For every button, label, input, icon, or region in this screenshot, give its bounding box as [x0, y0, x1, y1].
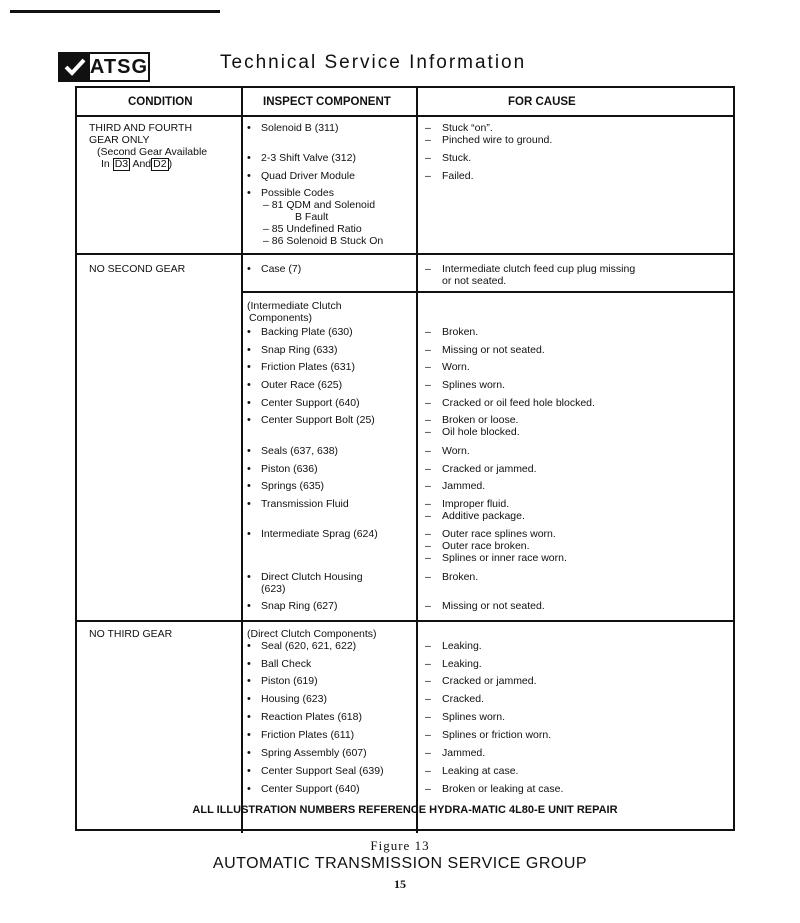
cause-item: – Improper fluid. — [442, 498, 509, 510]
cause-item: – Broken or leaking at case. — [442, 783, 563, 795]
component-item: • Intermediate Sprag (624) — [261, 528, 378, 540]
code-item: B Fault — [295, 211, 329, 223]
code-item: – 85 Undefined Ratio — [263, 223, 362, 235]
component-item: • Piston (636) — [261, 463, 318, 475]
condition-note: (Second Gear Available — [97, 146, 208, 158]
component-item: • Center Support (640) — [261, 397, 360, 409]
component-item: • Backing Plate (630) — [261, 326, 353, 338]
cause-item: – Splines or inner race worn. — [442, 552, 567, 564]
component-item: • Center Support Bolt (25) — [261, 414, 375, 426]
figure-caption: Figure 13 — [370, 838, 430, 853]
component-group-heading: Components) — [249, 312, 313, 324]
component-item: • Solenoid B (311) — [261, 122, 338, 134]
cause-item: – Stuck “on”. — [442, 122, 493, 134]
atsg-logo — [58, 52, 150, 82]
cause-item: – Broken or loose. — [442, 414, 518, 426]
component-item: • Friction Plates (631) — [261, 361, 355, 373]
component-item: • Direct Clutch Housing — [261, 571, 363, 583]
component-item: • Housing (623) — [261, 693, 327, 705]
cause-item: – Missing or not seated. — [442, 600, 545, 612]
cause-item: – Outer race broken. — [442, 540, 530, 552]
condition-note-text: In — [101, 158, 110, 170]
logo-text: ATSG — [89, 55, 148, 78]
page-number: 15 — [394, 877, 406, 891]
cause-item: – Cracked. — [442, 693, 484, 705]
component-item: • Seal (620, 621, 622) — [261, 640, 356, 652]
row-divider — [77, 253, 733, 255]
component-item-cont: (623) — [261, 583, 286, 595]
component-item: • Outer Race (625) — [261, 379, 342, 391]
component-item: • Snap Ring (627) — [261, 600, 337, 612]
component-item: • Case (7) — [261, 263, 301, 275]
cause-item: – Additive package. — [442, 510, 525, 522]
cause-item: – Worn. — [442, 361, 470, 373]
cause-item: – Jammed. — [442, 480, 485, 492]
cause-item: – Failed. — [442, 170, 474, 182]
page-title: Technical Service Information — [220, 52, 527, 73]
column-divider — [416, 88, 418, 833]
component-group-heading: (Direct Clutch Components) — [247, 628, 377, 640]
cause-item: – Cracked or jammed. — [442, 463, 537, 475]
cause-item: – Splines or friction worn. — [442, 729, 551, 741]
cause-item: – Cracked or oil feed hole blocked. — [442, 397, 595, 409]
row-divider — [77, 620, 733, 622]
component-item: • Possible Codes — [261, 187, 334, 199]
cause-item: – Splines worn. — [442, 379, 505, 391]
condition-label: GEAR ONLY — [89, 134, 150, 146]
condition-label: NO THIRD GEAR — [89, 628, 173, 640]
condition-label: THIRD AND FOURTH — [89, 122, 193, 134]
diagnosis-table — [75, 86, 735, 831]
component-group-heading: (Intermediate Clutch — [247, 300, 342, 312]
cause-item: – Worn. — [442, 445, 470, 457]
component-item: • 2-3 Shift Valve (312) — [261, 152, 356, 164]
condition-note-text: ) — [168, 158, 173, 170]
cause-item: – Pinched wire to ground. — [442, 134, 552, 146]
component-item: • Transmission Fluid — [261, 498, 349, 510]
cause-item: – Oil hole blocked. — [442, 426, 520, 438]
condition-label: NO SECOND GEAR — [89, 263, 186, 275]
component-item: • Piston (619) — [261, 675, 318, 687]
cause-item: – Leaking. — [442, 640, 482, 652]
column-header-condition: CONDITION — [128, 96, 193, 108]
component-item: • Seals (637, 638) — [261, 445, 338, 457]
reference-footnote: ALL ILLUSTRATION NUMBERS REFERENCE HYDRA-MATIC 4L80-E UNIT REPAIR — [192, 804, 618, 816]
component-item: • Reaction Plates (618) — [261, 711, 362, 723]
component-item: • Springs (635) — [261, 480, 324, 492]
cause-item-cont: or not seated. — [442, 275, 507, 287]
cause-item: – Jammed. — [442, 747, 485, 759]
component-item: • Ball Check — [261, 658, 311, 670]
range-d2-badge: D2 — [153, 158, 167, 170]
cause-item: – Leaking. — [442, 658, 482, 670]
code-item: – 86 Solenoid B Stuck On — [263, 235, 384, 247]
cause-item: – Stuck. — [442, 152, 471, 164]
range-d3-badge: D3 — [114, 158, 129, 170]
component-item: • Quad Driver Module — [261, 170, 355, 182]
column-divider — [241, 88, 243, 833]
column-header-cause: FOR CAUSE — [508, 96, 576, 108]
code-item: – 81 QDM and Solenoid — [263, 199, 376, 211]
component-item: • Spring Assembly (607) — [261, 747, 367, 759]
cause-item: – Intermediate clutch feed cup plug missing — [442, 263, 635, 275]
publisher-name: AUTOMATIC TRANSMISSION SERVICE GROUP — [212, 855, 588, 872]
row-divider — [241, 291, 733, 293]
checkmark-icon — [60, 54, 90, 80]
cause-item: – Splines worn. — [442, 711, 505, 723]
cause-item: – Broken. — [442, 571, 478, 583]
component-item: • Snap Ring (633) — [261, 344, 337, 356]
cause-item: – Missing or not seated. — [442, 344, 545, 356]
cause-item: – Cracked or jammed. — [442, 675, 537, 687]
cause-item: – Outer race splines worn. — [442, 528, 556, 540]
top-rule — [10, 10, 220, 13]
component-item: • Center Support (640) — [261, 783, 360, 795]
column-header-component: INSPECT COMPONENT — [263, 96, 391, 108]
component-item: • Friction Plates (611) — [261, 729, 354, 741]
header-rule — [77, 115, 733, 117]
condition-note — [101, 158, 172, 171]
cause-item: – Leaking at case. — [442, 765, 518, 777]
condition-note-text: And — [132, 158, 152, 170]
cause-item: – Broken. — [442, 326, 478, 338]
component-item: • Center Support Seal (639) — [261, 765, 384, 777]
